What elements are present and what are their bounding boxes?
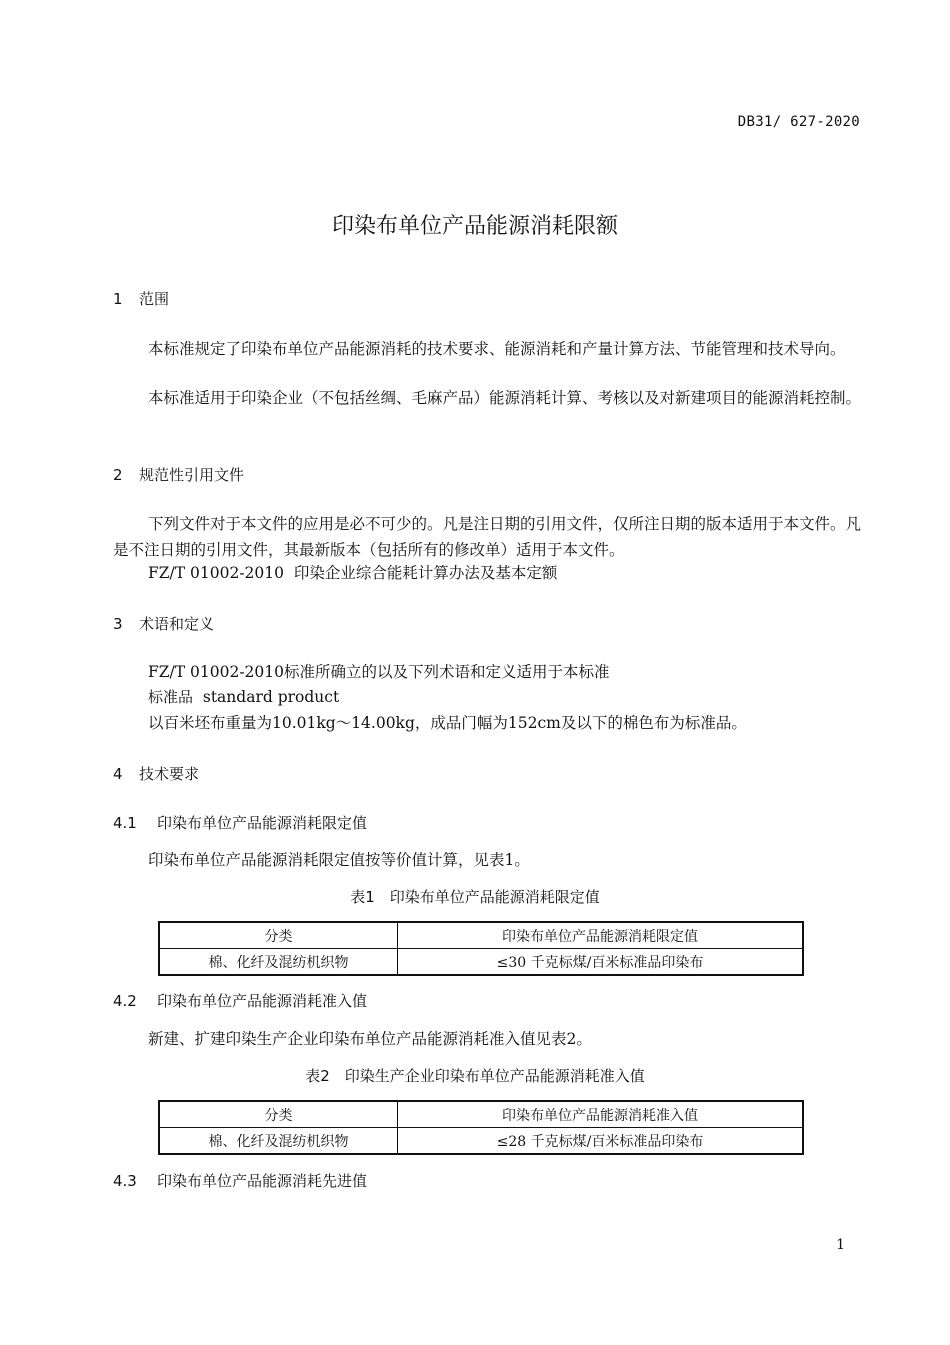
table-cell: ≤28 千克标煤/百米标准品印染布 (398, 1128, 804, 1155)
table-cell: ≤30 千克标煤/百米标准品印染布 (398, 949, 804, 976)
subsection-4-2-heading (113, 990, 367, 1011)
term-chinese: 标准品 (148, 688, 194, 706)
table-2 (158, 1100, 804, 1155)
section-number: 1 (113, 290, 123, 308)
section-1-heading (113, 288, 169, 309)
subsection-4-1-heading (113, 812, 367, 833)
subsection-number: 4.2 (113, 992, 137, 1010)
subsection-title: 印染布单位产品能源消耗限定值 (157, 814, 368, 832)
table-header-cell: 分类 (159, 922, 398, 949)
subsection-number: 4.1 (113, 814, 137, 832)
table-1 (158, 921, 804, 976)
normative-reference: FZ/T 01002-2010 印染企业综合能耗计算办法及基本定额 (148, 564, 558, 582)
page-number: 1 (836, 1237, 845, 1253)
table-header-row (159, 1101, 803, 1128)
subsection-number: 4.3 (113, 1172, 137, 1190)
subsection-4-1-text: 印染布单位产品能源消耗限定值按等价值计算，见表1。 (148, 851, 530, 869)
section-title: 规范性引用文件 (139, 466, 245, 484)
term-english: standard product (202, 688, 340, 706)
table-cell: 棉、化纤及混纺机织物 (159, 1128, 398, 1155)
term-definition: 以百米坯布重量为10.01kg～14.00kg，成品门幅为152cm及以下的棉色布为标准品。 (148, 714, 747, 732)
table-header-cell: 印染布单位产品能源消耗限定值 (398, 922, 804, 949)
table-1-caption: 表1 印染布单位产品能源消耗限定值 (350, 888, 600, 906)
term-entry (148, 686, 339, 707)
section-3-heading (113, 613, 214, 634)
terms-intro: FZ/T 01002-2010标准所确立的以及下列术语和定义适用于本标准 (148, 663, 610, 681)
section-title: 术语和定义 (139, 615, 215, 633)
table-header-cell: 分类 (159, 1101, 398, 1128)
subsection-4-3-heading (113, 1170, 367, 1191)
section-title: 范围 (139, 290, 170, 308)
table-header-row (159, 922, 803, 949)
section-number: 4 (113, 765, 123, 783)
section-1-paragraph-1: 本标准规定了印染布单位产品能源消耗的技术要求、能源消耗和产量计算方法、节能管理和技术导向。 (148, 340, 846, 358)
standard-code: DB31/ 627-2020 (737, 114, 860, 130)
subsection-title: 印染布单位产品能源消耗先进值 (157, 1172, 368, 1190)
section-title: 技术要求 (139, 765, 200, 783)
table-cell: 棉、化纤及混纺机织物 (159, 949, 398, 976)
section-4-heading (113, 763, 199, 784)
table-row (159, 1128, 803, 1155)
subsection-title: 印染布单位产品能源消耗准入值 (157, 992, 368, 1010)
section-number: 2 (113, 466, 123, 484)
table-header-cell: 印染布单位产品能源消耗准入值 (398, 1101, 804, 1128)
section-1-paragraph-2: 本标准适用于印染企业（不包括丝绸、毛麻产品）能源消耗计算、考核以及对新建项目的能源消耗控制。 (148, 389, 862, 407)
section-number: 3 (113, 615, 123, 633)
section-2-heading (113, 464, 244, 485)
section-2-paragraph-1: 下列文件对于本文件的应用是必不可少的。凡是注日期的引用文件，仅所注日期的版本适用于本文件。凡是不注日期的引用文件，其最新版本（包括所有的修改单）适用于本文件。 (113, 515, 862, 559)
subsection-4-2-text: 新建、扩建印染生产企业印染布单位产品能源消耗准入值见表2。 (148, 1030, 592, 1048)
table-2-caption: 表2 印染生产企业印染布单位产品能源消耗准入值 (305, 1067, 645, 1085)
table-row (159, 949, 803, 976)
document-title: 印染布单位产品能源消耗限额 (331, 214, 618, 239)
